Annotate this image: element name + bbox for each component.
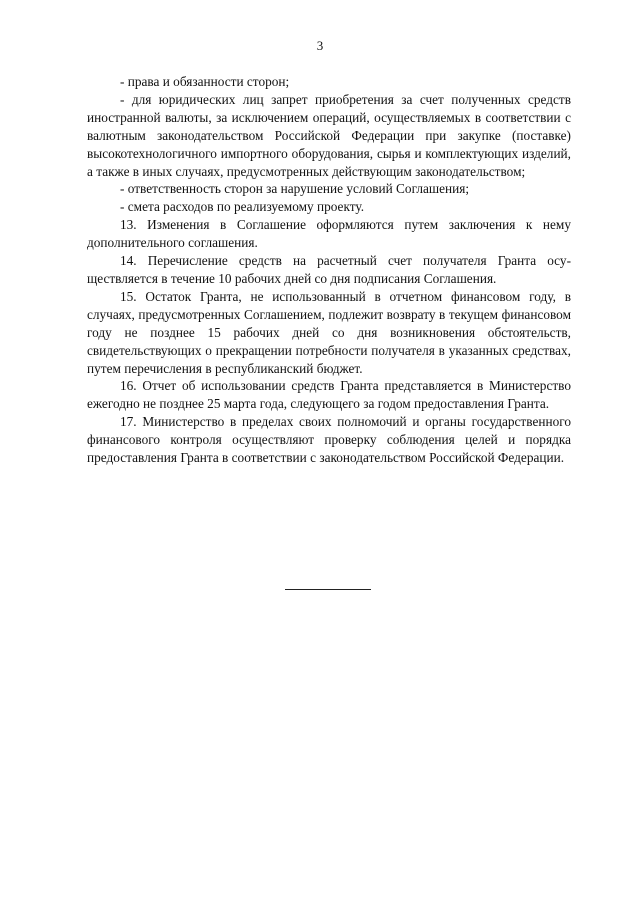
clause-13: 13. Изменения в Соглашение оформляются путем заключения к нему дополнительного соглашения. [87,217,571,251]
list-item-currency-ban: - для юридических лиц запрет приобретения за счет полученных средств иностранной валюты, за исключением операций, осуществляемых в соответствии с валютным законодательством Российской Федерации при закупке (поставке) высокотехнологичного импортного оборудования, сырья и комплектующих изделий, а также в иных случаях, предусмотренных действующим законодательством; [87,91,571,179]
clause-15: 15. Остаток Гранта, не использованный в отчетном финансовом году, в случаях, предусмотренных Соглашением, подлежит возврату в текущем финансовом году не позднее 15 рабочих дней со дня возникновения обстоятельств, свидетельствующих о прекращении потребности получателя в указанных средствах, путем перечисления в республиканский бюджет. [87,288,571,376]
clause-17: 17. Министерство в пределах своих полномочий и органы государственного финансового контроля осуществляют проверку соблюдения целей и порядка предоставления Гранта в соответствии с законодательством Российской Федерации. [87,414,571,466]
clause-16: 16. Отчет об использовании средств Гранта представляется в Министерство ежегодно не позднее 25 марта года, следующего за годом предоставления Гранта. [87,378,571,412]
page-number: 3 [316,38,324,53]
end-separator-line [285,589,371,590]
clause-14: 14. Перечисление средств на расчетный счет получателя Гранта осуществляется в течение 10 рабочих дней со дня подписания Соглашения. [87,253,571,286]
list-item-liability: - ответственность сторон за нарушение условий Соглашения; [120,181,470,197]
document-body [87,73,571,467]
list-item-cost-estimate: - смета расходов по реализуемому проекту. [120,199,365,215]
list-item-rights-obligations: - права и обязанности сторон; [120,74,290,89]
